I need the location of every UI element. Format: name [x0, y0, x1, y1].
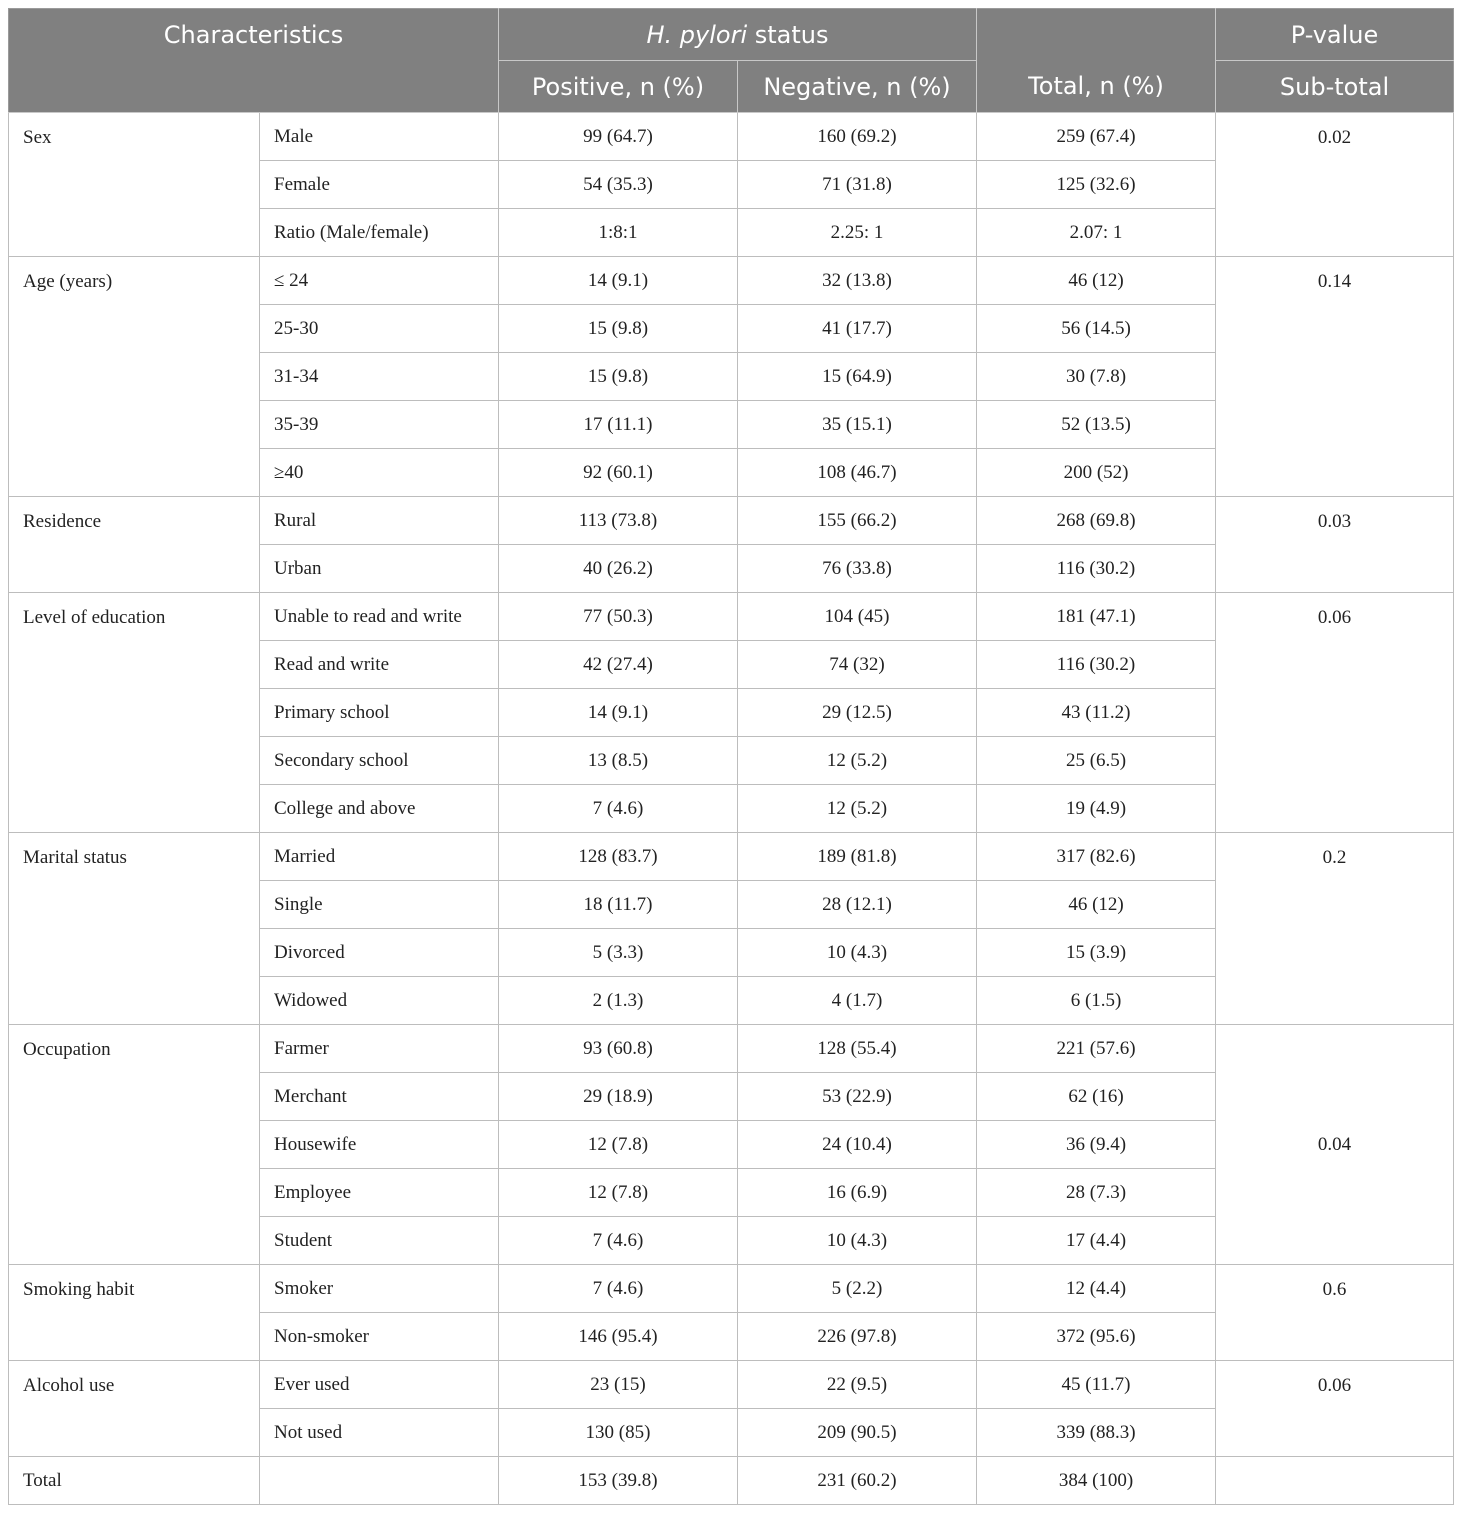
total-cell: 268 (69.8): [977, 497, 1216, 545]
negative-cell: 12 (5.2): [738, 785, 977, 833]
row-label-cell: Merchant: [260, 1073, 499, 1121]
total-cell: 30 (7.8): [977, 353, 1216, 401]
pvalue-cell: 0.04: [1216, 1025, 1454, 1265]
negative-cell: 189 (81.8): [738, 833, 977, 881]
positive-cell: 14 (9.1): [499, 257, 738, 305]
pvalue-cell: 0.06: [1216, 1361, 1454, 1457]
row-label-cell: Read and write: [260, 641, 499, 689]
table-row: [9, 497, 1454, 545]
total-cell: 52 (13.5): [977, 401, 1216, 449]
hpylori-table: [8, 8, 1454, 1505]
row-label-cell: 31-34: [260, 353, 499, 401]
total-cell: 25 (6.5): [977, 737, 1216, 785]
total-cell: 56 (14.5): [977, 305, 1216, 353]
row-label-cell: Not used: [260, 1409, 499, 1457]
positive-cell: 13 (8.5): [499, 737, 738, 785]
total-cell: 2.07: 1: [977, 209, 1216, 257]
total-cell: 372 (95.6): [977, 1313, 1216, 1361]
pvalue-cell: 0.06: [1216, 593, 1454, 833]
row-label-cell: Smoker: [260, 1265, 499, 1313]
header-subtotal: Sub-total: [1216, 61, 1454, 113]
negative-cell: 71 (31.8): [738, 161, 977, 209]
category-cell: Sex: [9, 113, 260, 257]
row-label-cell: Single: [260, 881, 499, 929]
total-cell: 12 (4.4): [977, 1265, 1216, 1313]
negative-cell: 2.25: 1: [738, 209, 977, 257]
pvalue-cell: 0.03: [1216, 497, 1454, 593]
negative-cell: 74 (32): [738, 641, 977, 689]
positive-cell: 2 (1.3): [499, 977, 738, 1025]
negative-cell: 32 (13.8): [738, 257, 977, 305]
header-positive: Positive, n (%): [499, 61, 738, 113]
pvalue-cell: 0.6: [1216, 1265, 1454, 1361]
negative-cell: 16 (6.9): [738, 1169, 977, 1217]
row-label-cell: ≥40: [260, 449, 499, 497]
row-label-cell: 25-30: [260, 305, 499, 353]
category-cell: Level of education: [9, 593, 260, 833]
total-cell: 200 (52): [977, 449, 1216, 497]
positive-cell: 92 (60.1): [499, 449, 738, 497]
row-label-cell: Divorced: [260, 929, 499, 977]
negative-cell: 5 (2.2): [738, 1265, 977, 1313]
category-cell: Residence: [9, 497, 260, 593]
positive-cell: 12 (7.8): [499, 1169, 738, 1217]
row-label-cell: 35-39: [260, 401, 499, 449]
header-characteristics-cont: [9, 61, 499, 113]
total-cell: 15 (3.9): [977, 929, 1216, 977]
total-label-cell: Total: [9, 1457, 260, 1505]
total-cell: 45 (11.7): [977, 1361, 1216, 1409]
positive-cell: 54 (35.3): [499, 161, 738, 209]
category-cell: Age (years): [9, 257, 260, 497]
row-label-cell: Ever used: [260, 1361, 499, 1409]
positive-cell: 99 (64.7): [499, 113, 738, 161]
header-pvalue: P-value: [1216, 9, 1454, 61]
total-total-cell: 384 (100): [977, 1457, 1216, 1505]
positive-cell: 15 (9.8): [499, 305, 738, 353]
header-negative: Negative, n (%): [738, 61, 977, 113]
row-label-cell: Farmer: [260, 1025, 499, 1073]
total-cell: 43 (11.2): [977, 689, 1216, 737]
table-row: [9, 1361, 1454, 1409]
header-total: Total, n (%): [977, 61, 1216, 113]
negative-cell: 108 (46.7): [738, 449, 977, 497]
positive-cell: 113 (73.8): [499, 497, 738, 545]
positive-cell: 18 (11.7): [499, 881, 738, 929]
negative-cell: 22 (9.5): [738, 1361, 977, 1409]
positive-cell: 5 (3.3): [499, 929, 738, 977]
row-label-cell: Widowed: [260, 977, 499, 1025]
row-label-cell: Ratio (Male/female): [260, 209, 499, 257]
positive-cell: 7 (4.6): [499, 1265, 738, 1313]
total-blank-cell: [260, 1457, 499, 1505]
positive-cell: 7 (4.6): [499, 1217, 738, 1265]
table-container: [8, 8, 1453, 1505]
positive-cell: 17 (11.1): [499, 401, 738, 449]
table-body: [9, 113, 1454, 1505]
category-cell: Alcohol use: [9, 1361, 260, 1457]
positive-cell: 146 (95.4): [499, 1313, 738, 1361]
row-label-cell: Employee: [260, 1169, 499, 1217]
total-cell: 116 (30.2): [977, 641, 1216, 689]
negative-cell: 128 (55.4): [738, 1025, 977, 1073]
total-cell: 181 (47.1): [977, 593, 1216, 641]
positive-cell: 14 (9.1): [499, 689, 738, 737]
total-cell: 221 (57.6): [977, 1025, 1216, 1073]
header-status-italic: H. pylori: [646, 20, 748, 49]
pvalue-cell: 0.2: [1216, 833, 1454, 1025]
negative-cell: 35 (15.1): [738, 401, 977, 449]
total-cell: 6 (1.5): [977, 977, 1216, 1025]
negative-cell: 226 (97.8): [738, 1313, 977, 1361]
negative-cell: 4 (1.7): [738, 977, 977, 1025]
total-cell: 17 (4.4): [977, 1217, 1216, 1265]
table-row: [9, 257, 1454, 305]
row-label-cell: Urban: [260, 545, 499, 593]
negative-cell: 160 (69.2): [738, 113, 977, 161]
negative-cell: 29 (12.5): [738, 689, 977, 737]
positive-cell: 130 (85): [499, 1409, 738, 1457]
header-characteristics: Characteristics: [9, 9, 499, 61]
negative-cell: 10 (4.3): [738, 1217, 977, 1265]
row-label-cell: Rural: [260, 497, 499, 545]
row-label-cell: Female: [260, 161, 499, 209]
table-row: [9, 593, 1454, 641]
category-cell: Occupation: [9, 1025, 260, 1265]
positive-cell: 7 (4.6): [499, 785, 738, 833]
row-label-cell: Unable to read and write: [260, 593, 499, 641]
total-cell: 19 (4.9): [977, 785, 1216, 833]
header-status: [499, 9, 977, 61]
row-label-cell: College and above: [260, 785, 499, 833]
negative-cell: 28 (12.1): [738, 881, 977, 929]
table-header: [9, 9, 1454, 113]
category-cell: Smoking habit: [9, 1265, 260, 1361]
total-negative-cell: 231 (60.2): [738, 1457, 977, 1505]
negative-cell: 24 (10.4): [738, 1121, 977, 1169]
positive-cell: 128 (83.7): [499, 833, 738, 881]
table-row: [9, 833, 1454, 881]
total-cell: 28 (7.3): [977, 1169, 1216, 1217]
positive-cell: 93 (60.8): [499, 1025, 738, 1073]
negative-cell: 12 (5.2): [738, 737, 977, 785]
row-label-cell: Male: [260, 113, 499, 161]
total-cell: 259 (67.4): [977, 113, 1216, 161]
total-cell: 116 (30.2): [977, 545, 1216, 593]
positive-cell: 15 (9.8): [499, 353, 738, 401]
total-cell: 46 (12): [977, 257, 1216, 305]
header-blank: [977, 9, 1216, 61]
row-label-cell: Primary school: [260, 689, 499, 737]
total-cell: 339 (88.3): [977, 1409, 1216, 1457]
row-label-cell: Non-smoker: [260, 1313, 499, 1361]
positive-cell: 42 (27.4): [499, 641, 738, 689]
row-label-cell: ≤ 24: [260, 257, 499, 305]
total-row: [9, 1457, 1454, 1505]
negative-cell: 209 (90.5): [738, 1409, 977, 1457]
total-pvalue-cell: [1216, 1457, 1454, 1505]
negative-cell: 155 (66.2): [738, 497, 977, 545]
negative-cell: 53 (22.9): [738, 1073, 977, 1121]
negative-cell: 15 (64.9): [738, 353, 977, 401]
table-row: [9, 113, 1454, 161]
positive-cell: 1:8:1: [499, 209, 738, 257]
table-row: [9, 1265, 1454, 1313]
total-cell: 317 (82.6): [977, 833, 1216, 881]
pvalue-cell: 0.14: [1216, 257, 1454, 497]
negative-cell: 41 (17.7): [738, 305, 977, 353]
category-cell: Marital status: [9, 833, 260, 1025]
header-status-rest: status: [747, 20, 829, 49]
row-label-cell: Married: [260, 833, 499, 881]
row-label-cell: Secondary school: [260, 737, 499, 785]
total-positive-cell: 153 (39.8): [499, 1457, 738, 1505]
positive-cell: 77 (50.3): [499, 593, 738, 641]
positive-cell: 12 (7.8): [499, 1121, 738, 1169]
total-cell: 46 (12): [977, 881, 1216, 929]
negative-cell: 76 (33.8): [738, 545, 977, 593]
positive-cell: 29 (18.9): [499, 1073, 738, 1121]
negative-cell: 104 (45): [738, 593, 977, 641]
negative-cell: 10 (4.3): [738, 929, 977, 977]
table-row: [9, 1025, 1454, 1073]
total-cell: 125 (32.6): [977, 161, 1216, 209]
pvalue-cell: 0.02: [1216, 113, 1454, 257]
total-cell: 62 (16): [977, 1073, 1216, 1121]
positive-cell: 23 (15): [499, 1361, 738, 1409]
total-cell: 36 (9.4): [977, 1121, 1216, 1169]
row-label-cell: Housewife: [260, 1121, 499, 1169]
positive-cell: 40 (26.2): [499, 545, 738, 593]
row-label-cell: Student: [260, 1217, 499, 1265]
